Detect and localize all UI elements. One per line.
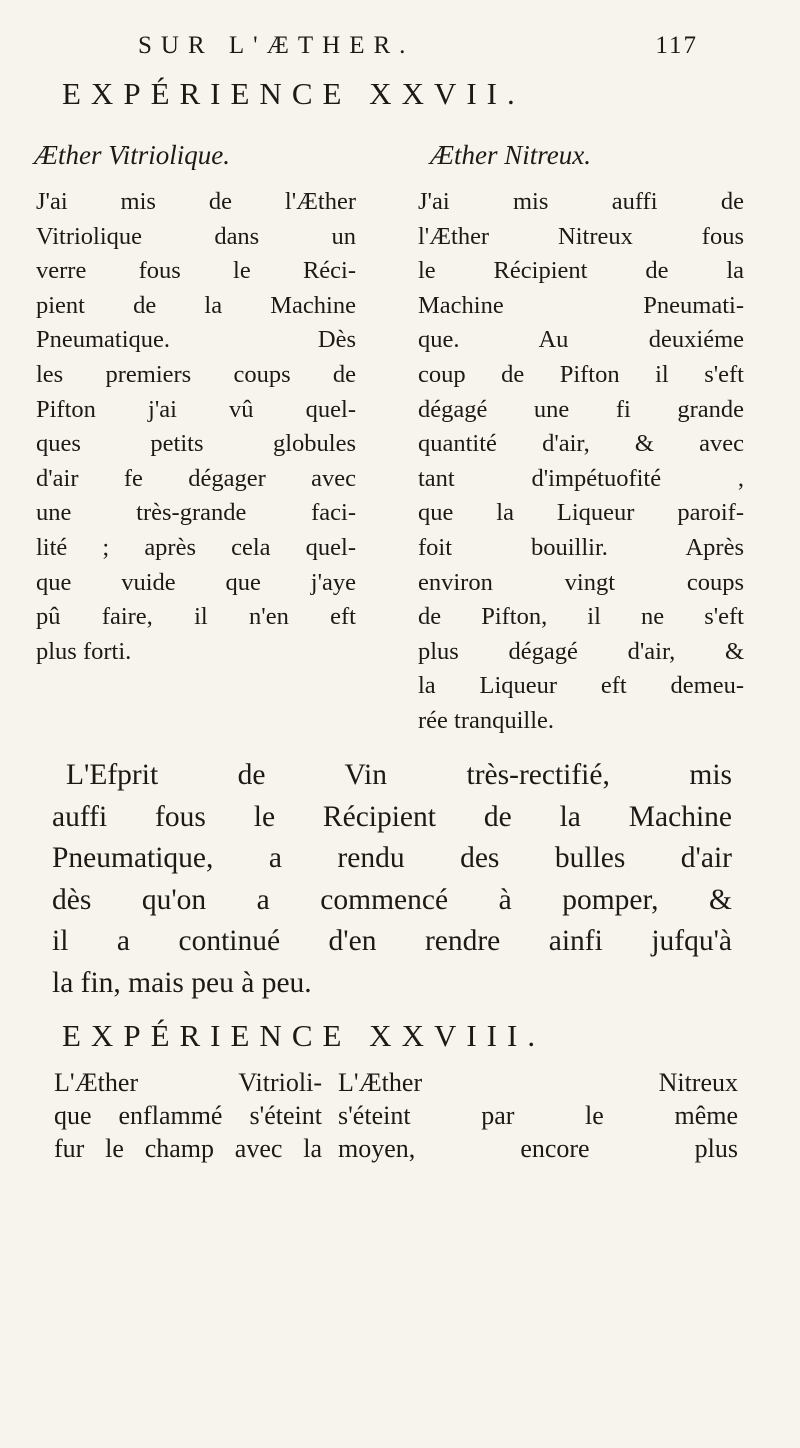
text-line: les premiers coups de bbox=[36, 360, 356, 388]
text-line: J'ai mis de l'Æther bbox=[36, 188, 356, 215]
text-line: que enflammé s'éteint bbox=[54, 1101, 322, 1130]
text-line: que vuide que j'aye bbox=[36, 568, 356, 596]
text-line: auffi fous le Récipient de la Machine bbox=[52, 800, 732, 833]
text-line: le Récipient de la bbox=[418, 257, 744, 285]
experience-27-title: EXPÉRIENCE XXVII. bbox=[62, 76, 525, 111]
text-line: que. Au deuxiéme bbox=[418, 326, 744, 354]
text-line: pient de la Machine bbox=[36, 291, 356, 319]
text-line: foit bouillir. Après bbox=[418, 533, 744, 561]
column-heading-nitreux: Æther Nitreux. bbox=[430, 140, 591, 170]
experience-28-title: EXPÉRIENCE XXVIII. bbox=[62, 1018, 546, 1053]
text-line: L'Efprit de Vin très-rectifié, mis bbox=[66, 759, 732, 791]
text-line: J'ai mis auffi de bbox=[418, 188, 744, 215]
text-line: environ vingt coups bbox=[418, 568, 744, 596]
text-line: d'air fe dégager avec bbox=[36, 464, 356, 492]
text-line: Vitriolique dans un bbox=[36, 222, 356, 250]
text-line: il a continué d'en rendre ainfi jufqu'à bbox=[52, 925, 732, 957]
text-line: une très-grande faci- bbox=[36, 499, 356, 527]
text-line: ques petits globules bbox=[36, 430, 356, 458]
text-line: pû faire, il n'en eft bbox=[36, 603, 356, 631]
text-line: L'Æther Vitrioli- bbox=[54, 1068, 322, 1097]
text-line: Pneumatique, a rendu des bulles d'air bbox=[52, 842, 732, 874]
text-line: Machine Pneumati- bbox=[418, 291, 744, 319]
text-line: quantité d'air, & avec bbox=[418, 430, 744, 458]
text-line: Pifton j'ai vû quel- bbox=[36, 395, 356, 423]
text-line: que la Liqueur paroif- bbox=[418, 499, 744, 527]
experience-28-right-text bbox=[338, 1066, 738, 1165]
text-line: verre fous le Réci- bbox=[36, 257, 356, 285]
column-heading-vitriolique: Æther Vitriolique. bbox=[34, 140, 230, 170]
running-head bbox=[138, 32, 698, 60]
text-line: s'éteint par le même bbox=[338, 1101, 738, 1130]
text-line: la Liqueur eft demeu- bbox=[418, 672, 744, 700]
text-line: moyen, encore plus bbox=[338, 1134, 738, 1163]
experience-28-left-text bbox=[54, 1066, 322, 1165]
right-column-text bbox=[418, 185, 744, 739]
text-line: de Pifton, il ne s'eft bbox=[418, 603, 744, 631]
text-line: L'Æther Nitreux bbox=[338, 1068, 738, 1097]
text-line: plus forti. bbox=[36, 637, 132, 665]
text-line: dégagé une fi grande bbox=[418, 395, 744, 423]
text-line: la fin, mais peu à peu. bbox=[52, 966, 312, 999]
text-line: rée tranquille. bbox=[418, 706, 555, 734]
running-head-title: SUR L'ÆTHER. bbox=[138, 32, 415, 59]
page-number: 117 bbox=[655, 32, 698, 59]
text-line: l'Æther Nitreux fous bbox=[418, 222, 744, 250]
text-line: plus dégagé d'air, & bbox=[418, 637, 744, 665]
text-line: lité ; après cela quel- bbox=[36, 533, 356, 561]
text-line: coup de Pifton il s'eft bbox=[418, 360, 744, 388]
text-line: tant d'impétuofité , bbox=[418, 464, 744, 492]
esprit-de-vin-paragraph bbox=[52, 755, 732, 1004]
text-line: fur le champ avec la bbox=[54, 1134, 322, 1163]
text-line: Pneumatique. Dès bbox=[36, 326, 356, 354]
left-column-text bbox=[36, 185, 356, 669]
text-line: dès qu'on a commencé à pomper, & bbox=[52, 883, 732, 916]
